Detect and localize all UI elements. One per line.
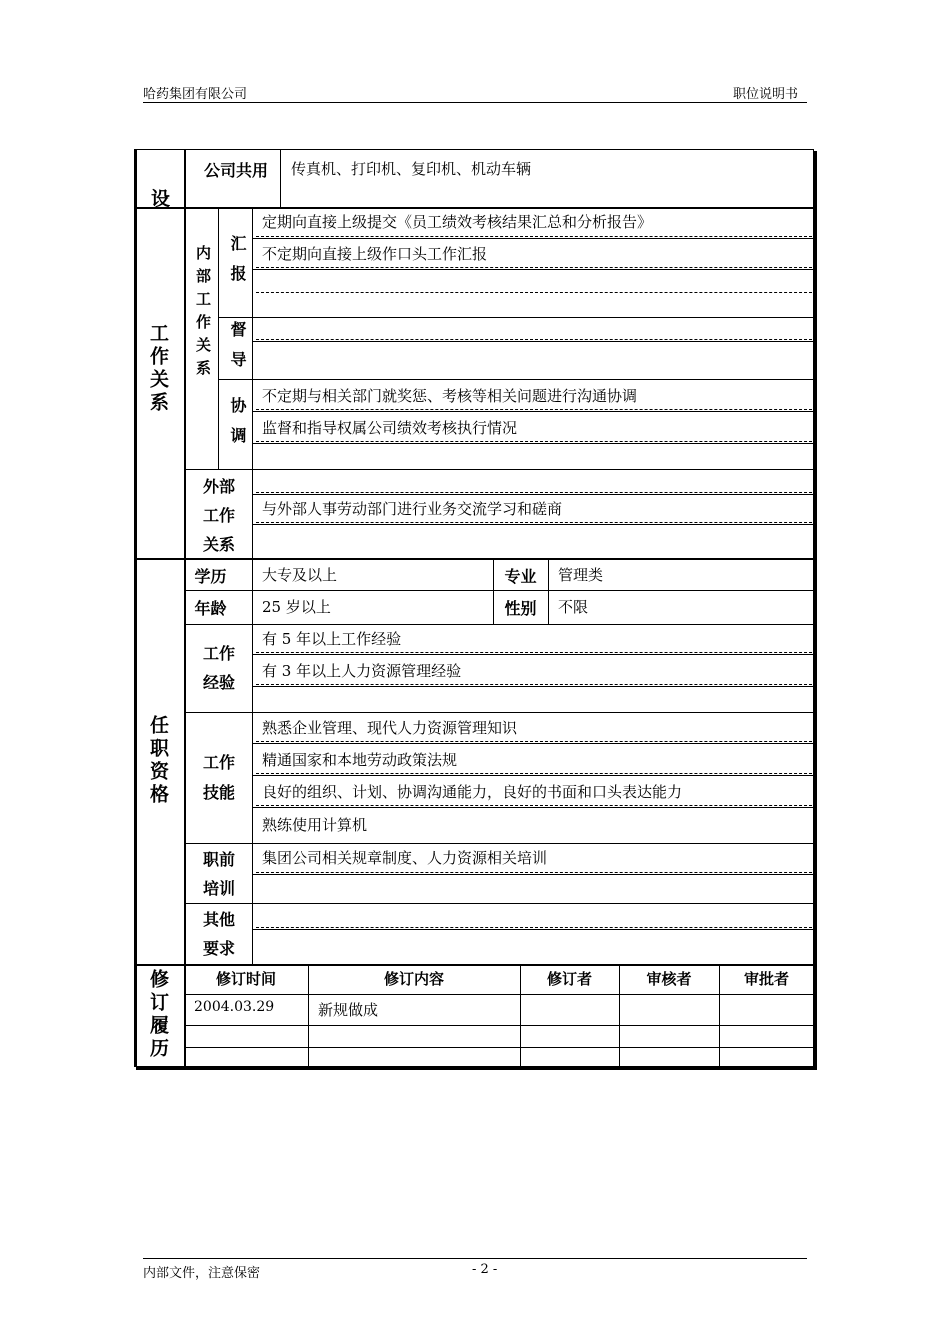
coord-item-2: 监督和指导权属公司绩效考核执行情况 bbox=[262, 419, 518, 437]
report-label: 汇报 bbox=[228, 235, 247, 295]
experience-label-2: 经验 bbox=[202, 673, 235, 692]
experience-label-1: 工作 bbox=[202, 644, 235, 663]
header-doc-title: 职位说明书 bbox=[733, 87, 799, 102]
external-relations-label-2: 工作 bbox=[202, 506, 235, 525]
training-item: 集团公司相关规章制度、人力资源相关培训 bbox=[262, 849, 548, 867]
revision-row-1-content: 新规做成 bbox=[318, 1001, 379, 1019]
report-item-2: 不定期向直接上级作口头工作汇报 bbox=[262, 245, 488, 263]
header-divider bbox=[143, 102, 807, 103]
footer-divider bbox=[143, 1258, 807, 1259]
external-relations-label-3: 关系 bbox=[202, 535, 235, 554]
skills-item-1: 熟悉企业管理、现代人力资源管理知识 bbox=[262, 719, 518, 737]
revision-col-reviser: 修订者 bbox=[546, 970, 592, 988]
shared-equipment-label: 公司共用 bbox=[203, 161, 268, 180]
major-value: 管理类 bbox=[558, 566, 604, 584]
skills-label-1: 工作 bbox=[202, 753, 235, 772]
footer-note: 内部文件，注意保密 bbox=[143, 1266, 261, 1281]
education-value: 大专及以上 bbox=[262, 566, 338, 584]
page-number: - 2 - bbox=[472, 1262, 498, 1277]
equipment-section-label: 设 bbox=[150, 188, 170, 210]
skills-label-2: 技能 bbox=[202, 783, 235, 802]
header-company: 哈药集团有限公司 bbox=[143, 87, 248, 102]
age-value: 25 岁以上 bbox=[262, 598, 331, 616]
coordinate-label: 协调 bbox=[228, 397, 247, 457]
education-label: 学历 bbox=[194, 567, 227, 586]
revision-col-content: 修订内容 bbox=[383, 970, 444, 988]
shared-equipment-value: 传真机、打印机、复印机、机动车辆 bbox=[291, 160, 532, 178]
revision-col-reviewer: 审核者 bbox=[646, 970, 692, 988]
revision-row-1-time: 2004.03.29 bbox=[194, 999, 275, 1015]
supervise-label: 督导 bbox=[228, 321, 247, 381]
gender-label: 性别 bbox=[504, 599, 537, 618]
relations-section-label: 工作关系 bbox=[147, 323, 169, 415]
training-label-2: 培训 bbox=[202, 879, 235, 898]
coord-item-1: 不定期与相关部门就奖惩、考核等相关问题进行沟通协调 bbox=[262, 387, 638, 405]
age-label: 年龄 bbox=[194, 599, 227, 618]
gender-value: 不限 bbox=[558, 598, 589, 616]
experience-item-1: 有 5 年以上工作经验 bbox=[262, 630, 402, 648]
qualifications-section-label: 任职资格 bbox=[147, 715, 169, 807]
revision-col-time: 修订时间 bbox=[215, 970, 276, 988]
revision-col-approver: 审批者 bbox=[743, 970, 789, 988]
skills-item-2: 精通国家和本地劳动政策法规 bbox=[262, 751, 458, 769]
other-requirements-label-1: 其他 bbox=[202, 910, 235, 929]
skills-item-3: 良好的组织、计划、协调沟通能力，良好的书面和口头表达能力 bbox=[262, 783, 683, 801]
major-label: 专业 bbox=[504, 567, 537, 586]
experience-item-2: 有 3 年以上人力资源管理经验 bbox=[262, 662, 462, 680]
report-item-1: 定期向直接上级提交《员工绩效考核结果汇总和分析报告》 bbox=[262, 213, 653, 231]
internal-relations-label: 内部工作关系 bbox=[194, 245, 212, 383]
external-item: 与外部人事劳动部门进行业务交流学习和磋商 bbox=[262, 500, 563, 518]
skills-item-4: 熟练使用计算机 bbox=[262, 816, 368, 834]
job-description-table bbox=[134, 149, 817, 1070]
external-relations-label-1: 外部 bbox=[202, 477, 235, 496]
training-label-1: 职前 bbox=[202, 850, 235, 869]
revision-section-label: 修订履历 bbox=[147, 969, 169, 1061]
other-requirements-label-2: 要求 bbox=[202, 939, 235, 958]
